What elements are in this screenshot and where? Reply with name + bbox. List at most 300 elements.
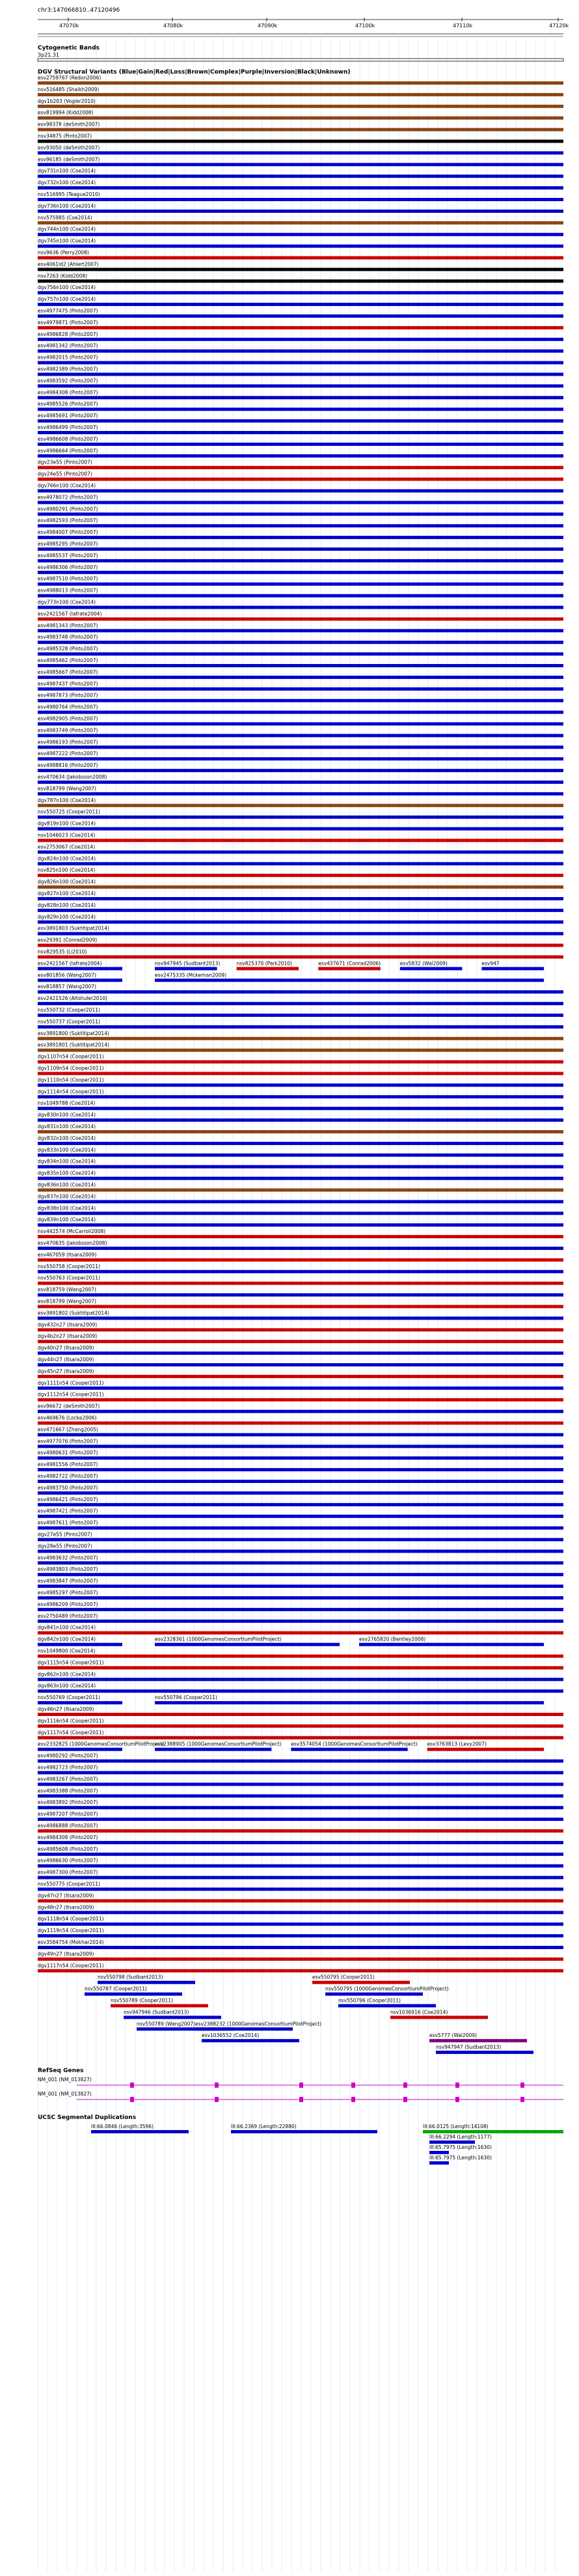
variant-bar[interactable] <box>38 1445 563 1448</box>
variant-label[interactable]: esv4986499 (Pinto2007) <box>38 424 98 430</box>
variant-bar[interactable] <box>38 1946 563 1949</box>
variant-label[interactable]: esv467059 (Itsara2009) <box>38 1251 97 1258</box>
variant-label[interactable]: dgv835n100 (Coe2014) <box>38 1170 96 1176</box>
variant-bar[interactable] <box>195 2027 293 2030</box>
variant-bar[interactable] <box>38 1235 563 1238</box>
variant-bar[interactable] <box>38 163 563 166</box>
variant-label[interactable]: esv818857 (Wang2007) <box>38 984 96 990</box>
variant-bar[interactable] <box>38 419 563 422</box>
variant-label[interactable]: esv4983592 (Pinto2007) <box>38 378 98 384</box>
variant-label[interactable]: dgv40n27 (Itsara2009) <box>38 1345 94 1351</box>
variant-label[interactable]: esv470635 (Jakobsson2008) <box>38 1240 107 1246</box>
variant-bar[interactable] <box>38 454 563 458</box>
gene-exon[interactable] <box>455 2083 459 2088</box>
variant-bar[interactable] <box>38 1340 563 1343</box>
variant-bar[interactable] <box>38 478 563 481</box>
gene-exon[interactable] <box>299 2083 303 2088</box>
variant-label[interactable]: esv4987611 (Pinto2007) <box>38 1519 98 1526</box>
variant-bar[interactable] <box>38 932 563 935</box>
variant-label[interactable]: esv4986828 (Pinto2007) <box>38 331 98 337</box>
variant-bar[interactable] <box>38 1538 563 1542</box>
variant-bar[interactable] <box>38 1014 563 1017</box>
variant-bar[interactable] <box>38 1107 563 1110</box>
variant-label[interactable]: esv4985297 (Pinto2007) <box>38 1590 98 1596</box>
segdup-label[interactable]: III:66.0846 (Length:3596) <box>91 2124 154 2129</box>
variant-bar[interactable] <box>38 792 563 796</box>
variant-bar[interactable] <box>202 2039 299 2042</box>
variant-bar[interactable] <box>38 1829 563 1833</box>
variant-label[interactable]: esv4984308 (Pinto2007) <box>38 1834 98 1840</box>
variant-bar[interactable] <box>38 1899 563 1902</box>
variant-label[interactable]: dgv745n100 (Coe2014) <box>38 238 96 244</box>
variant-bar[interactable] <box>38 1561 563 1564</box>
variant-bar[interactable] <box>38 547 563 551</box>
variant-label[interactable]: esv4984007 (Pinto2007) <box>38 529 98 536</box>
variant-label[interactable]: esv2421567 (Iafrate2004) <box>38 611 102 617</box>
variant-bar[interactable] <box>38 186 563 189</box>
variant-label[interactable]: nsv516485 (Shaikh2009) <box>38 86 100 92</box>
variant-label[interactable]: dgv46n27 (Itsara2009) <box>38 1706 94 1712</box>
variant-label[interactable]: nsv829535 (Li2010) <box>38 949 87 955</box>
variant-bar[interactable] <box>38 1142 563 1145</box>
variant-label[interactable]: dgv862n100 (Coe2014) <box>38 1671 96 1678</box>
variant-label[interactable]: esv3891803 (Suktitipat2014) <box>38 925 109 932</box>
variant-bar[interactable] <box>38 326 563 329</box>
variant-bar[interactable] <box>38 676 563 679</box>
variant-label[interactable]: esv4981342 (Pinto2007) <box>38 342 98 349</box>
variant-bar[interactable] <box>38 1328 563 1331</box>
variant-label[interactable]: esv4986608 (Pinto2007) <box>38 436 98 442</box>
variant-label[interactable]: esv4982015 (Pinto2007) <box>38 354 98 361</box>
variant-label[interactable]: nsv947947 (Sudbant2013) <box>436 2044 502 2051</box>
variant-label[interactable]: dgv828n100 (Coe2014) <box>38 902 96 908</box>
segdup-bar[interactable] <box>429 2161 449 2165</box>
variant-bar[interactable] <box>38 1200 563 1203</box>
segdup-label[interactable]: III:65.7975 (Length:1630) <box>429 2144 492 2150</box>
variant-label[interactable]: esv2475335 (Mckernan2009) <box>155 972 227 978</box>
variant-label[interactable]: esv4982593 (Pinto2007) <box>38 518 98 524</box>
variant-bar[interactable] <box>38 501 563 504</box>
variant-bar[interactable] <box>38 1585 563 1588</box>
variant-label[interactable]: nsv550737 (Cooper2011) <box>38 1018 100 1025</box>
variant-label[interactable]: nsv516995 (Teague2010) <box>38 191 100 197</box>
variant-label[interactable]: dgv829n100 (Coe2014) <box>38 913 96 920</box>
variant-bar[interactable] <box>38 1818 563 1821</box>
variant-bar[interactable] <box>38 408 563 411</box>
variant-label[interactable]: esv29391 (Conrad2009) <box>38 937 98 943</box>
gene-exon[interactable] <box>455 2097 459 2102</box>
variant-label[interactable]: dgv756n100 (Coe2014) <box>38 284 96 291</box>
variant-bar[interactable] <box>38 210 563 213</box>
variant-bar[interactable] <box>237 967 299 970</box>
variant-label[interactable]: dgv45n27 (Itsara2009) <box>38 1368 94 1374</box>
variant-label[interactable]: nsv550789 (Cooper2011) <box>111 1997 173 2004</box>
variant-bar[interactable] <box>38 1888 563 1891</box>
variant-bar[interactable] <box>291 1748 407 1751</box>
variant-bar[interactable] <box>38 314 563 318</box>
gene-exon[interactable] <box>403 2097 407 2102</box>
variant-label[interactable]: esv4985691 (Pinto2007) <box>38 413 98 419</box>
variant-bar[interactable] <box>38 885 563 889</box>
segdup-label[interactable]: III:66.0125 (Length:14108) <box>423 2124 489 2129</box>
variant-bar[interactable] <box>155 1643 340 1646</box>
segdup-bar[interactable] <box>429 2151 449 2154</box>
variant-bar[interactable] <box>38 944 563 947</box>
variant-bar[interactable] <box>38 1398 563 1402</box>
variant-bar[interactable] <box>38 396 563 399</box>
variant-bar[interactable] <box>38 1387 563 1390</box>
variant-label[interactable]: esv5777 (Wal2009) <box>429 2032 477 2039</box>
variant-bar[interactable] <box>38 361 563 365</box>
variant-bar[interactable] <box>38 594 563 598</box>
variant-label[interactable]: dgv837n100 (Coe2014) <box>38 1193 96 1200</box>
variant-bar[interactable] <box>38 81 563 85</box>
variant-bar[interactable] <box>38 956 563 959</box>
variant-bar[interactable] <box>38 1620 563 1623</box>
variant-label[interactable]: esv3574054 (1000GenomesConsortiumPilotProject) <box>291 1741 418 1747</box>
variant-label[interactable]: esv2332825 (1000GenomesConsortiumPilotProject) <box>38 1741 165 1747</box>
variant-bar[interactable] <box>38 174 563 178</box>
variant-bar[interactable] <box>38 1678 563 1681</box>
variant-label[interactable]: esv3891800 (Suktitipat2014) <box>38 1030 109 1036</box>
segdup-label[interactable]: III:66.2294 (Length:1177) <box>429 2134 492 2140</box>
variant-bar[interactable] <box>38 1911 563 1914</box>
variant-bar[interactable] <box>38 909 563 912</box>
variant-bar[interactable] <box>38 1154 563 1157</box>
variant-bar[interactable] <box>38 652 563 656</box>
variant-bar[interactable] <box>111 2004 208 2008</box>
variant-bar[interactable] <box>38 827 563 831</box>
variant-label[interactable]: dgv832n100 (Coe2014) <box>38 1135 96 1141</box>
variant-label[interactable]: dgv24e55 (Pinto2007) <box>38 471 92 477</box>
variant-label[interactable]: dgv47n27 (Itsara2009) <box>38 1892 94 1899</box>
variant-bar[interactable] <box>38 128 563 132</box>
variant-bar[interactable] <box>338 2004 436 2008</box>
variant-label[interactable]: nsv550769 (Cooper2011) <box>38 1695 100 1701</box>
gene-exon[interactable] <box>403 2083 407 2088</box>
variant-bar[interactable] <box>38 1794 563 1797</box>
variant-label[interactable]: dgv732n100 (Coe2014) <box>38 180 96 186</box>
variant-label[interactable]: nsv550787 (Cooper2011) <box>85 1986 147 1992</box>
variant-bar[interactable] <box>38 559 563 562</box>
variant-bar[interactable] <box>38 1468 563 1471</box>
segdup-bar[interactable] <box>423 2130 563 2133</box>
variant-label[interactable]: esv4987873 (Pinto2007) <box>38 692 98 699</box>
variant-bar[interactable] <box>38 839 563 842</box>
variant-bar[interactable] <box>38 303 563 306</box>
variant-label[interactable]: dgv1118n54 (Cooper2011) <box>38 1916 104 1922</box>
variant-bar[interactable] <box>38 967 122 970</box>
segdup-bar[interactable] <box>91 2130 189 2133</box>
variant-label[interactable]: esv3763813 (Levy2007) <box>427 1741 487 1747</box>
variant-label[interactable]: dgv1109n54 (Cooper2011) <box>38 1065 104 1072</box>
variant-bar[interactable] <box>38 117 563 120</box>
variant-label[interactable]: esv4983267 (Pinto2007) <box>38 1776 98 1782</box>
variant-label[interactable]: dgv48n27 (Itsara2009) <box>38 1904 94 1911</box>
variant-label[interactable]: esv818759 (Wang2007) <box>38 1286 96 1293</box>
variant-bar[interactable] <box>155 967 217 970</box>
variant-label[interactable]: esv4982723 (Pinto2007) <box>38 1764 98 1771</box>
variant-bar[interactable] <box>38 443 563 446</box>
variant-label[interactable]: esv4983749 (Pinto2007) <box>38 727 98 734</box>
variant-label[interactable]: esv4986664 (Pinto2007) <box>38 447 98 454</box>
variant-bar[interactable] <box>38 1002 563 1005</box>
variant-label[interactable]: dgv830n100 (Coe2014) <box>38 1112 96 1118</box>
variant-bar[interactable] <box>38 233 563 236</box>
variant-bar[interactable] <box>38 1701 122 1704</box>
variant-bar[interactable] <box>38 1724 563 1728</box>
variant-label[interactable]: dgv4b2n27 (Itsara2009) <box>38 1333 98 1340</box>
variant-label[interactable]: dgv736n100 (Coe2014) <box>38 202 96 209</box>
variant-label[interactable]: esv4982905 (Pinto2007) <box>38 715 98 722</box>
variant-label[interactable]: dgv863n100 (Coe2014) <box>38 1683 96 1689</box>
variant-bar[interactable] <box>38 1294 563 1297</box>
variant-label[interactable]: esv4983748 (Pinto2007) <box>38 634 98 641</box>
variant-bar[interactable] <box>38 1305 563 1309</box>
variant-label[interactable]: esv2421567 (Iafrate2004) <box>38 960 102 967</box>
variant-bar[interactable] <box>38 1689 563 1693</box>
variant-bar[interactable] <box>38 1643 122 1646</box>
variant-bar[interactable] <box>38 1258 563 1262</box>
variant-bar[interactable] <box>38 1655 563 1658</box>
variant-bar[interactable] <box>38 1503 563 1506</box>
variant-label[interactable]: esv2750489 (Pinto2007) <box>38 1613 98 1619</box>
variant-label[interactable]: esv947 <box>481 960 500 967</box>
variant-bar[interactable] <box>38 1748 122 1751</box>
variant-bar[interactable] <box>38 338 563 341</box>
variant-label[interactable]: esv801856 (Wang2007) <box>38 972 96 978</box>
variant-bar[interactable] <box>38 1025 563 1029</box>
variant-label[interactable]: nsv7263 (Kidd2008) <box>38 273 88 279</box>
variant-label[interactable]: esv4980764 (Pinto2007) <box>38 704 98 710</box>
variant-bar[interactable] <box>155 1701 544 1704</box>
variant-label[interactable]: nsv550758 (Cooper2011) <box>38 1263 100 1269</box>
variant-bar[interactable] <box>481 967 544 970</box>
variant-label[interactable]: esv4988816 (Pinto2007) <box>38 762 98 769</box>
variant-label[interactable]: nsv550796 (Cooper2011) <box>155 1695 217 1701</box>
gene-exon[interactable] <box>299 2097 303 2102</box>
variant-label[interactable]: dgv1112n54 (Cooper2011) <box>38 1391 104 1398</box>
variant-label[interactable]: dgv1117n54 (Cooper2011) <box>38 1729 104 1736</box>
variant-bar[interactable] <box>38 1095 563 1098</box>
variant-bar[interactable] <box>38 1934 563 1937</box>
variant-label[interactable]: nsv575985 (Coe2014) <box>38 214 92 221</box>
variant-label[interactable]: dgv432n27 (Itsara2009) <box>38 1322 98 1328</box>
variant-label[interactable]: esv4981556 (Pinto2007) <box>38 1461 98 1468</box>
variant-label[interactable]: esv4987510 (Pinto2007) <box>38 575 98 582</box>
variant-label[interactable]: nsv1049788 (Coe2014) <box>38 1100 96 1107</box>
variant-bar[interactable] <box>38 1864 563 1868</box>
variant-label[interactable]: esv4977076 (Pinto2007) <box>38 1438 98 1445</box>
variant-bar[interactable] <box>38 1351 563 1355</box>
variant-bar[interactable] <box>38 1631 563 1635</box>
variant-bar[interactable] <box>38 850 563 853</box>
variant-bar[interactable] <box>38 1922 563 1926</box>
gene-exon[interactable] <box>130 2083 134 2088</box>
variant-bar[interactable] <box>38 1806 563 1809</box>
variant-bar[interactable] <box>38 641 563 644</box>
variant-bar[interactable] <box>312 1981 410 1984</box>
variant-label[interactable]: nsv825n100 (Coe2014) <box>38 867 96 874</box>
variant-label[interactable]: dgv839n100 (Coe2014) <box>38 1217 96 1223</box>
variant-label[interactable]: esv4985328 (Pinto2007) <box>38 646 98 652</box>
variant-bar[interactable] <box>38 757 563 760</box>
variant-label[interactable]: esv4987437 (Pinto2007) <box>38 680 98 687</box>
variant-bar[interactable] <box>38 1549 563 1553</box>
variant-label[interactable]: dgv842n100 (Coe2014) <box>38 1636 96 1642</box>
variant-bar[interactable] <box>38 490 563 493</box>
variant-label[interactable]: nsv550732 (Cooper2011) <box>38 1007 100 1013</box>
variant-label[interactable]: esv4983892 (Pinto2007) <box>38 1799 98 1806</box>
variant-label[interactable]: dgv836n100 (Coe2014) <box>38 1182 96 1188</box>
variant-label[interactable]: dgv1110n54 (Cooper2011) <box>38 1077 104 1083</box>
variant-bar[interactable] <box>38 373 563 376</box>
variant-label[interactable]: esv4985295 (Pinto2007) <box>38 541 98 547</box>
variant-bar[interactable] <box>38 198 563 201</box>
variant-label[interactable]: esv98378 (deSmith2007) <box>38 121 100 128</box>
variant-bar[interactable] <box>38 524 563 527</box>
variant-bar[interactable] <box>98 1981 195 1984</box>
gene-exon[interactable] <box>130 2097 134 2102</box>
variant-label[interactable]: esv471667 (Zhang2005) <box>38 1426 98 1433</box>
variant-bar[interactable] <box>38 245 563 248</box>
variant-label[interactable]: esv818799 (Wang2007) <box>38 1298 96 1305</box>
variant-bar[interactable] <box>38 1480 563 1483</box>
variant-label[interactable]: esv4980291 (Pinto2007) <box>38 506 98 512</box>
variant-label[interactable]: dgv49n27 (Itsara2009) <box>38 1950 94 1957</box>
variant-label[interactable]: nsv550795 (1000GenomesConsortiumPilotProject) <box>325 1986 449 1992</box>
variant-bar[interactable] <box>38 1782 563 1786</box>
variant-bar[interactable] <box>38 699 563 702</box>
variant-bar[interactable] <box>318 967 381 970</box>
variant-label[interactable]: esv4987222 (Pinto2007) <box>38 751 98 757</box>
variant-bar[interactable] <box>38 990 563 993</box>
variant-bar[interactable] <box>38 897 563 900</box>
variant-bar[interactable] <box>38 291 563 294</box>
variant-bar[interactable] <box>38 1596 563 1600</box>
variant-bar[interactable] <box>38 151 563 154</box>
variant-label[interactable]: dgv819n100 (Coe2014) <box>38 820 96 827</box>
variant-bar[interactable] <box>38 466 563 469</box>
variant-bar[interactable] <box>38 781 563 784</box>
variant-bar[interactable] <box>38 1223 563 1226</box>
variant-bar[interactable] <box>38 384 563 387</box>
variant-bar[interactable] <box>38 536 563 539</box>
variant-label[interactable]: esv550795 (Cooper2011) <box>312 1974 375 1980</box>
variant-label[interactable]: esv4979871 (Pinto2007) <box>38 319 98 325</box>
variant-label[interactable]: dgv1116n54 (Cooper2011) <box>38 1717 104 1724</box>
variant-label[interactable]: esv470634 (Jakobsson2008) <box>38 774 107 780</box>
variant-bar[interactable] <box>38 687 563 691</box>
segdup-label[interactable]: III:65.7975 (Length:1630) <box>429 2155 492 2161</box>
variant-bar[interactable] <box>38 1760 563 1763</box>
variant-label[interactable]: nsv9636 (Perry2008) <box>38 249 89 256</box>
variant-bar[interactable] <box>38 862 563 865</box>
gene-label[interactable]: NM_001 (NM_013827) <box>38 2077 92 2083</box>
variant-bar[interactable] <box>390 2015 488 2019</box>
variant-label[interactable]: esv4978072 (Pinto2007) <box>38 494 98 501</box>
variant-bar[interactable] <box>38 617 563 620</box>
variant-label[interactable]: esv4985537 (Pinto2007) <box>38 552 98 559</box>
variant-bar[interactable] <box>359 1643 544 1646</box>
segdup-bar[interactable] <box>231 2130 377 2133</box>
variant-label[interactable]: esv2765820 (Bentley2008) <box>359 1636 426 1642</box>
variant-bar[interactable] <box>38 1060 563 1064</box>
variant-bar[interactable] <box>38 1049 563 1052</box>
variant-label[interactable]: esv4985667 (Pinto2007) <box>38 669 98 675</box>
variant-bar[interactable] <box>38 1515 563 1518</box>
variant-bar[interactable] <box>38 816 563 819</box>
variant-bar[interactable] <box>38 606 563 609</box>
variant-label[interactable]: esv4986193 (Pinto2007) <box>38 739 98 745</box>
variant-label[interactable]: esv4987207 (Pinto2007) <box>38 1811 98 1818</box>
variant-label[interactable]: esv3891802 (Suktitipat2014) <box>38 1310 109 1316</box>
variant-bar[interactable] <box>38 1037 563 1040</box>
variant-label[interactable]: dgv23e55 (Pinto2007) <box>38 459 92 465</box>
variant-label[interactable]: esv4980631 (Pinto2007) <box>38 1450 98 1456</box>
variant-bar[interactable] <box>38 1189 563 1192</box>
variant-label[interactable]: dgv834n100 (Coe2014) <box>38 1158 96 1165</box>
variant-label[interactable]: nsv1049800 (Coe2014) <box>38 1648 96 1654</box>
variant-bar[interactable] <box>38 1072 563 1075</box>
variant-bar[interactable] <box>38 1573 563 1576</box>
variant-label[interactable]: esv4985526 (Pinto2007) <box>38 401 98 408</box>
cytogenetic-band[interactable] <box>38 59 563 61</box>
variant-label[interactable]: dgv27e55 (Pinto2007) <box>38 1531 92 1538</box>
variant-label[interactable]: dgv841n100 (Coe2014) <box>38 1624 96 1631</box>
variant-bar[interactable] <box>38 1456 563 1460</box>
variant-bar[interactable] <box>38 711 563 714</box>
variant-label[interactable]: dgv824n100 (Coe2014) <box>38 855 96 862</box>
variant-bar[interactable] <box>38 1608 563 1611</box>
gene-label[interactable]: NM_001 (NM_013827) <box>38 2091 92 2097</box>
variant-bar[interactable] <box>38 1876 563 1879</box>
variant-label[interactable]: esv4986306 (Pinto2007) <box>38 564 98 570</box>
variant-label[interactable]: dgv757n100 (Coe2014) <box>38 296 96 303</box>
variant-bar[interactable] <box>38 1282 563 1285</box>
variant-bar[interactable] <box>38 1363 563 1366</box>
variant-label[interactable]: dgv766n100 (Coe2014) <box>38 482 96 489</box>
variant-bar[interactable] <box>38 874 563 877</box>
variant-bar[interactable] <box>38 256 563 260</box>
gene-exon[interactable] <box>215 2097 219 2102</box>
variant-label[interactable]: dgv833n100 (Coe2014) <box>38 1146 96 1153</box>
variant-bar[interactable] <box>38 629 563 632</box>
variant-label[interactable]: nsv825370 (Park2010) <box>236 960 292 967</box>
variant-label[interactable]: nsv947945 (Sudbant2013) <box>155 960 221 967</box>
variant-label[interactable]: nsv550798 (Sudbant2013) <box>98 1974 163 1980</box>
variant-bar[interactable] <box>38 268 563 271</box>
variant-label[interactable]: esv4984308 (Pinto2007) <box>38 389 98 396</box>
variant-label[interactable]: esv5832 (Wal2009) <box>399 960 448 967</box>
variant-label[interactable]: esv4983847 (Pinto2007) <box>38 1578 98 1585</box>
variant-label[interactable]: esv4982722 (Pinto2007) <box>38 1473 98 1479</box>
variant-bar[interactable] <box>38 723 563 726</box>
variant-label[interactable]: esv4982389 (Pinto2007) <box>38 366 98 372</box>
gene-exon[interactable] <box>520 2083 524 2088</box>
variant-label[interactable]: esv2328361 (1000GenomesConsortiumPilotProject) <box>155 1636 282 1642</box>
variant-label[interactable]: esv4980292 (Pinto2007) <box>38 1752 98 1759</box>
variant-label[interactable]: esv4986888 (Pinto2007) <box>38 1823 98 1829</box>
variant-label[interactable]: esv4987421 (Pinto2007) <box>38 1508 98 1514</box>
variant-label[interactable]: esv4983750 (Pinto2007) <box>38 1484 98 1491</box>
variant-bar[interactable] <box>38 664 563 667</box>
variant-bar[interactable] <box>38 1247 563 1250</box>
variant-label[interactable]: dgv838n100 (Coe2014) <box>38 1205 96 1212</box>
variant-bar[interactable] <box>38 512 563 516</box>
variant-label[interactable]: esv4981343 (Pinto2007) <box>38 622 98 629</box>
variant-bar[interactable] <box>38 105 563 108</box>
